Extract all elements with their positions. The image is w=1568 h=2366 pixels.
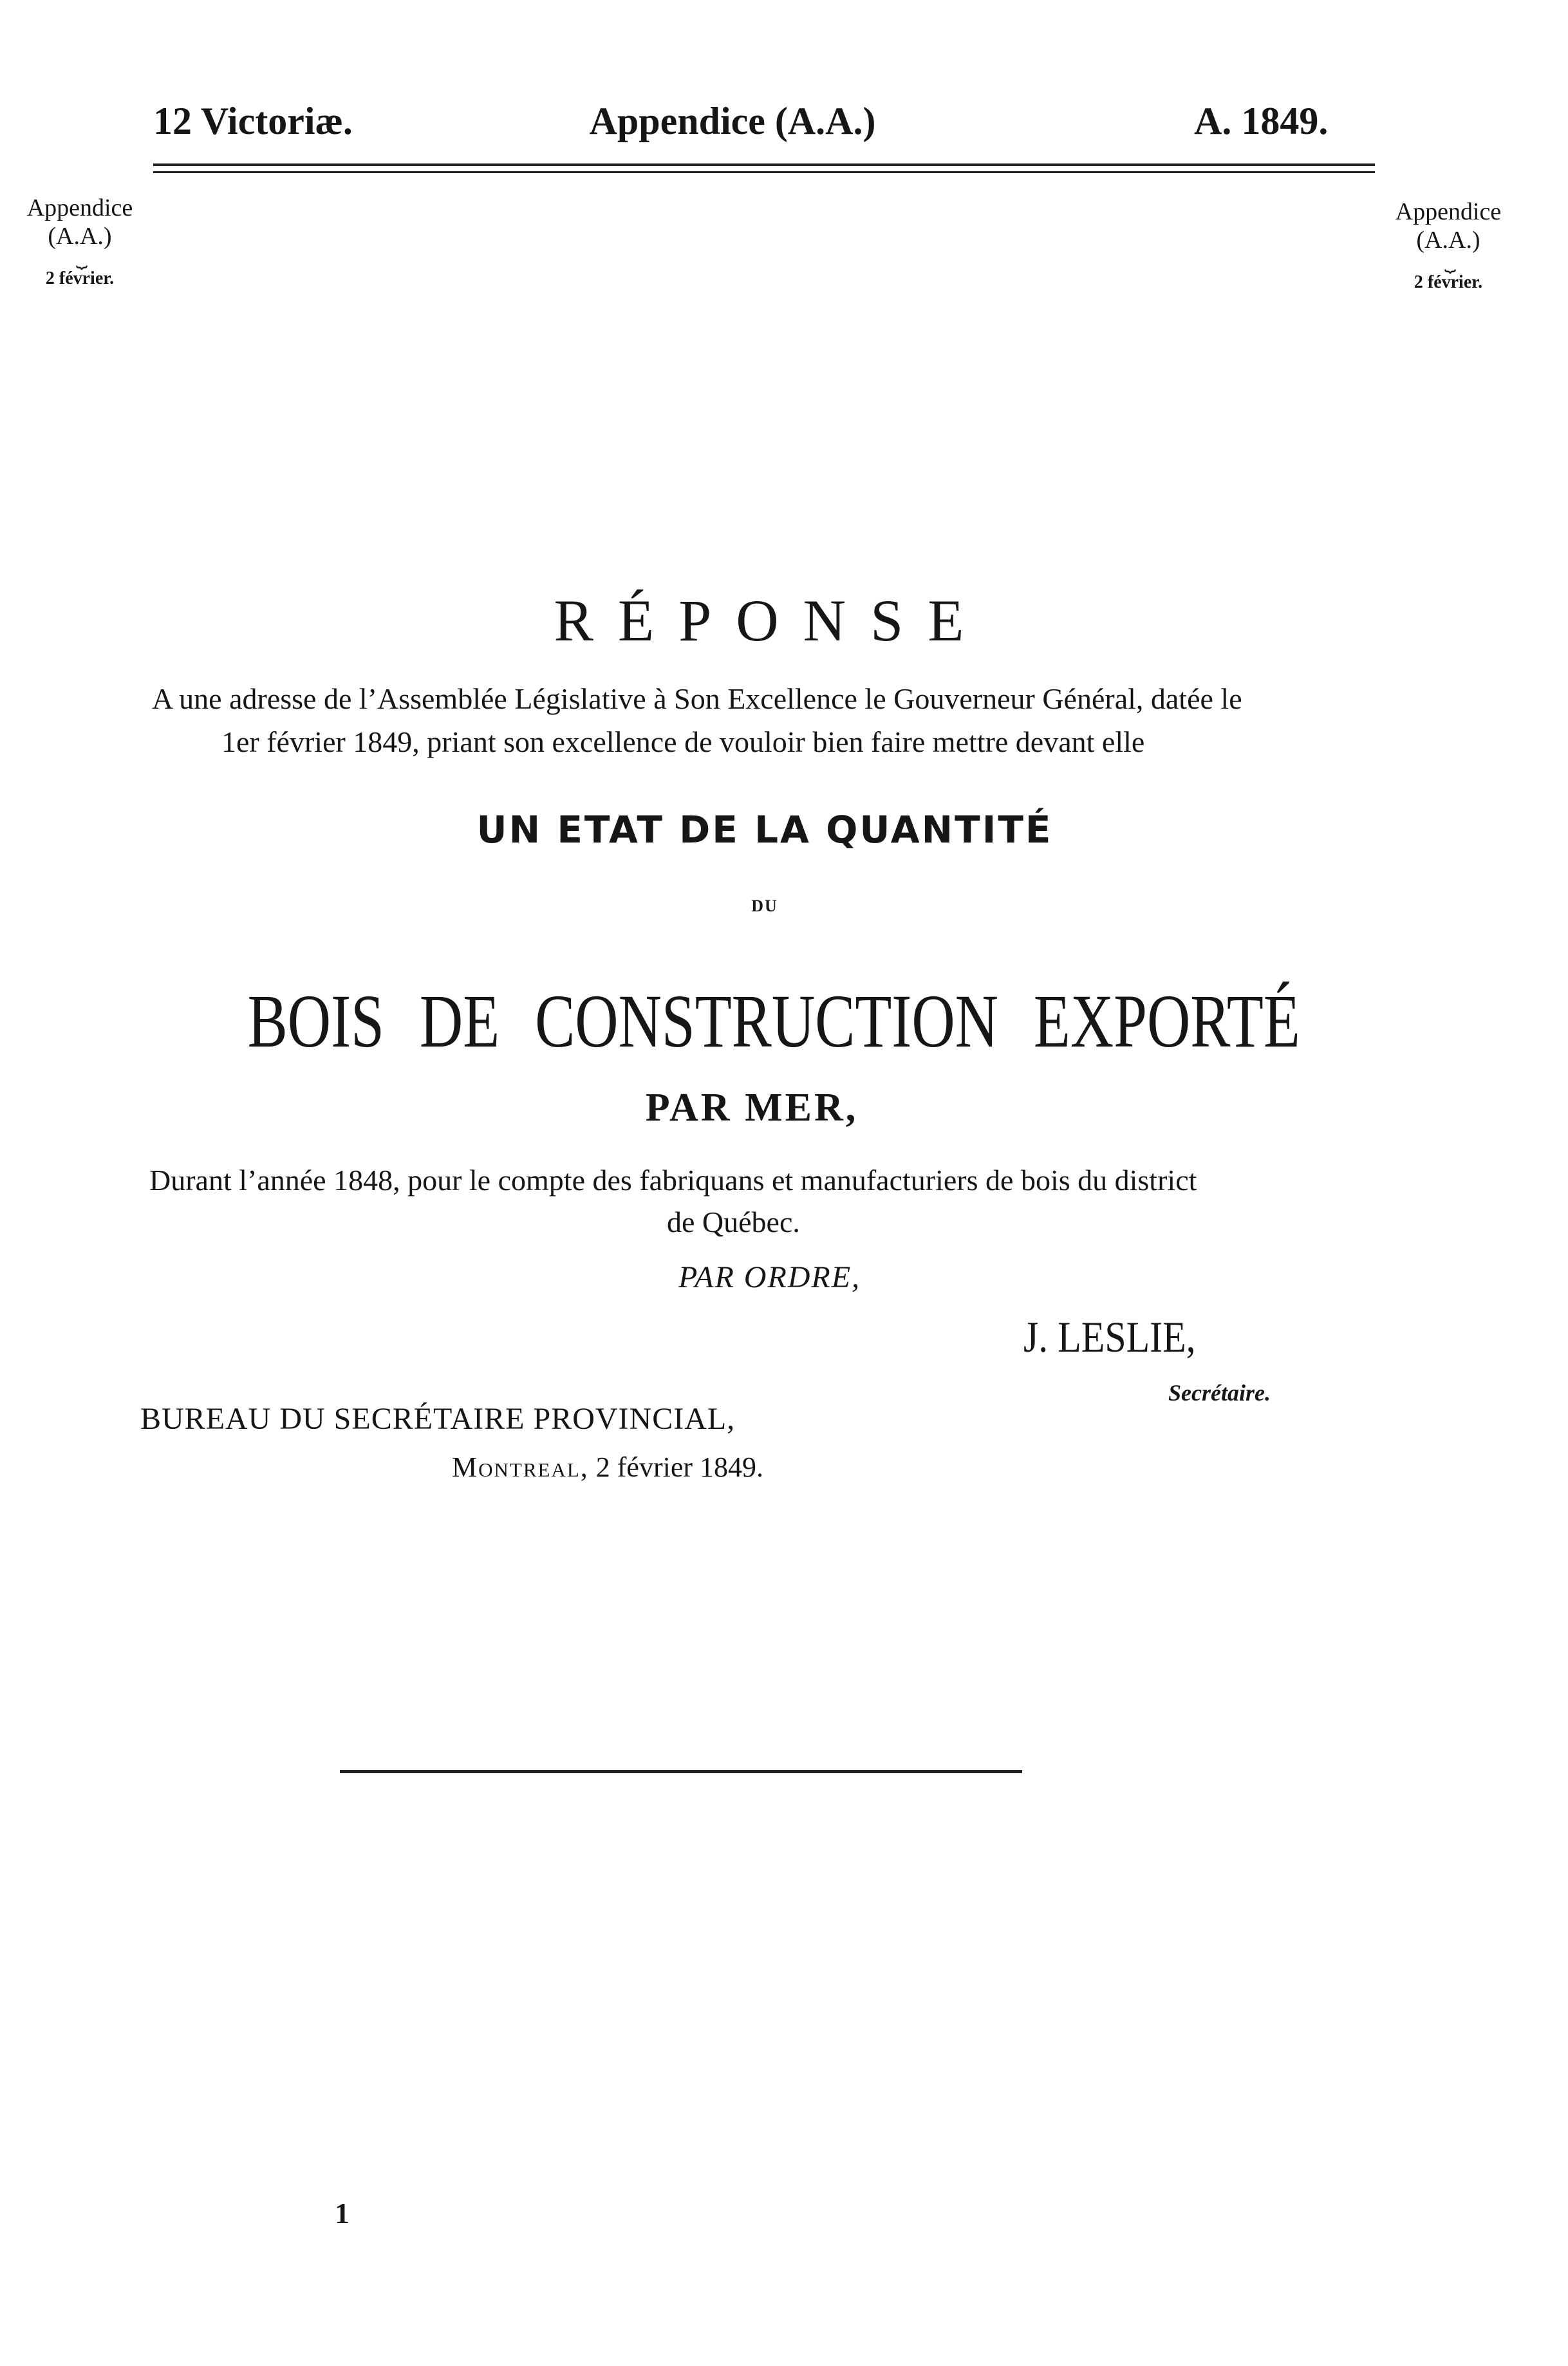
bois-heading-text: BOIS DE CONSTRUCTION EXPORTÉ — [247, 979, 1300, 1063]
brace-icon: ⏟ — [1444, 251, 1452, 273]
header-rule-top — [153, 163, 1375, 166]
margin-note-left-code: (A.A.) — [48, 222, 112, 250]
du-label-text: DU — [751, 897, 778, 915]
intro-line-1: A une adresse de l’Assemblée Législative à Son Excellence le Gouverneur Général, datée le — [152, 682, 1242, 715]
par-mer-heading — [0, 1088, 1568, 1128]
margin-note-left — [3, 194, 157, 290]
margin-note-right — [1371, 198, 1526, 293]
brace-icon: ⏟ — [76, 247, 84, 269]
place-date-line — [452, 1451, 763, 1484]
section-divider — [340, 1770, 1022, 1773]
document-title-text: RÉPONSE — [554, 588, 989, 653]
margin-note-left-label: Appendice — [26, 194, 133, 221]
header-center-text: Appendice (A.A.) — [589, 100, 876, 142]
office-name: BUREAU DU SECRÉTAIRE PROVINCIAL, — [140, 1402, 736, 1436]
margin-note-right-label: Appendice — [1395, 198, 1502, 225]
bois-heading — [165, 979, 1403, 1063]
du-label — [0, 897, 1568, 916]
par-ordre: PAR ORDRE, — [678, 1260, 861, 1294]
header-right: A. 1849. — [1194, 100, 1329, 142]
margin-note-right-code: (A.A.) — [1416, 226, 1480, 254]
par-mer-heading-text: PAR MER, — [645, 1086, 859, 1130]
intro-line-2: 1er février 1849, priant son excellence de vouloir bien faire mettre devant elle — [221, 725, 1145, 758]
signature-title: Secrétaire. — [1168, 1380, 1271, 1406]
header-rule-bottom — [153, 171, 1375, 173]
margin-note-left-date: 2 février. — [45, 268, 115, 289]
header-center — [0, 102, 1568, 140]
place: Montreal, — [452, 1451, 589, 1483]
date: 2 février 1849. — [595, 1451, 764, 1483]
etat-heading-text: UN ETAT DE LA QUANTITÉ — [476, 808, 1053, 852]
page-number: 1 — [335, 2197, 350, 2230]
document-title — [0, 588, 1568, 653]
etat-heading — [0, 808, 1568, 852]
durant-line-1: Durant l’année 1848, pour le compte des fabriquans et manufacturiers de bois du district — [149, 1164, 1197, 1197]
durant-line-2: de Québec. — [667, 1206, 800, 1238]
header-left: 12 Victoriæ. — [153, 100, 353, 142]
signature-name: J. LESLIE, — [1023, 1312, 1196, 1361]
margin-note-right-date: 2 février. — [1414, 272, 1483, 293]
